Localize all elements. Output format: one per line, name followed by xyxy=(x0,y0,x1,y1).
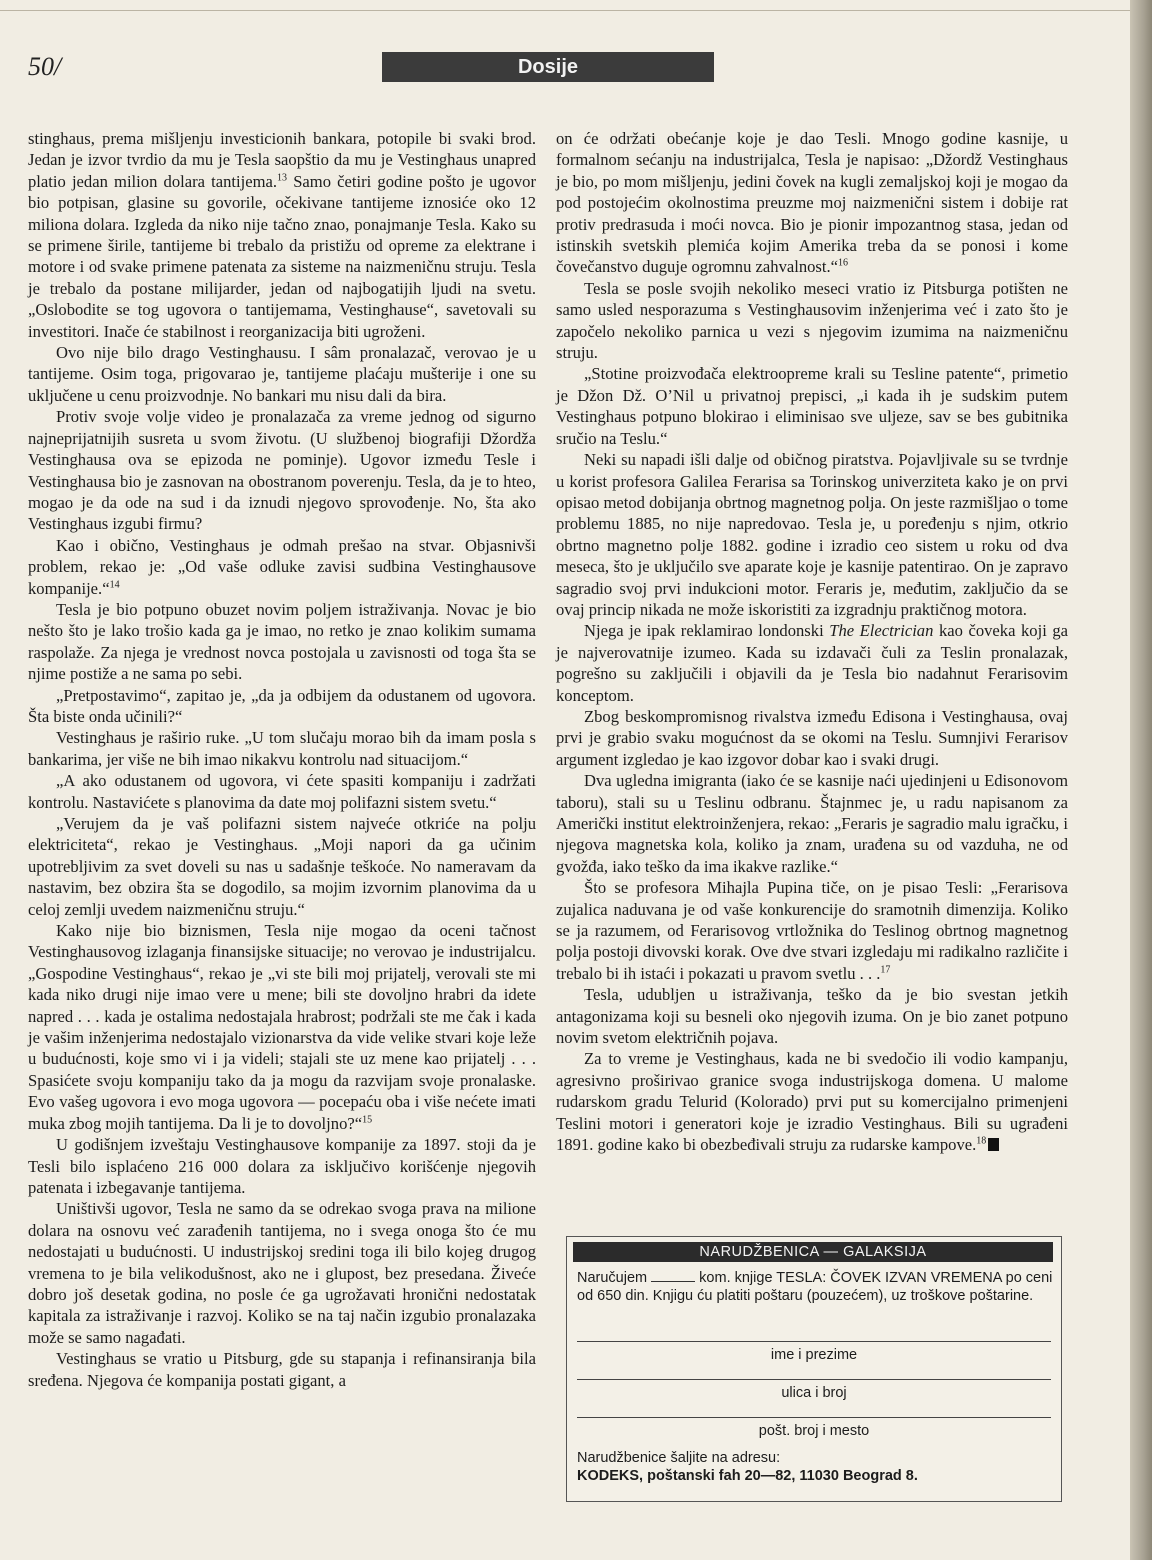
paragraph: Tesla, udubljen u istraživanja, teško da je bio svestan jetkih antagonizama koji su besneli oko njegovih izuma. On je bio zanet potpuno novim svetom električnih pojava. xyxy=(556,985,1068,1048)
paragraph: „A ako odustanem od ugovora, vi ćete spasiti kompaniju i zadržati kontrolu. Nastavićete s planovima da date moj polifazni sistem svetu.“ xyxy=(28,771,536,812)
order-form-title: NARUDŽBENICA — GALAKSIJA xyxy=(573,1242,1053,1262)
paragraph: U godišnjem izveštaju Vestinghausove kompanije za 1897. stoji da je Tesli bilo isplaćeno 216 000 dolara za isključivo korišćenje njegovih patenata i izbegavanje tantijema. xyxy=(28,1135,536,1197)
paragraph: Tesla se posle svojih nekoliko meseci vratio iz Pitsburga potišten ne samo usled nesporazuma s Vestinghausovim inženjerima već i zato što je započelo nekoliko parnica u vezi s njegovim izumima na naizmeničnu struju. xyxy=(556,278,1068,363)
paragraph: Vestinghaus je raširio ruke. „U tom slučaju morao bih da imam posla s bankarima, jer više ne bih imao nikakvu kontrolu nad situacijom.“ xyxy=(28,728,536,769)
paragraph: Ovo nije bilo drago Vestinghausu. I sâm pronalazač, verovao je u tantijeme. Osim toga, prigovarao je, tantijeme plaćaju mušterije i one su uključene u cenu proizvodnje. No bankari mu nisu dali da bira. xyxy=(28,343,536,405)
footnote-ref: 14 xyxy=(109,579,120,590)
left-column xyxy=(28,128,536,1391)
paragraph: Uništivši ugovor, Tesla ne samo da se odrekao svoga prava na milione dolara na osnovu već zarađenih tantijema, no i svega onoga što će mu nedostajati u budućnosti. U industrijskoj sredini toga ili bilo kojeg drugog vremena to je bila velikodušnost, ako ne i glupost, bez presedana. Živeće dobro još desetak godina, no posle će ga ugrožavati hronični nedostatak kapitala za istraživanje i razvoj. Koliko se na taj način izgubio pronalazaka može se samo nagađati. xyxy=(28,1199,536,1347)
top-rule xyxy=(0,10,1130,11)
paragraph: on će održati obećanje koje je dao Tesli. Mnogo godine kasnije, u formalnom sećanju na industrijalca, Tesla je napisao: „Džordž Vestinghaus je bio, po mom mišljenju, jedini čovek na kugli zemaljskoj koji je mogao da pod postojećim okolnostima preuzme moj naizmenični sistem i dobije rat protiv predrasuda i moći novca. Bio je pionir impozantnog stasa, jedan od istinskih svetskih plemića kojim Amerika treba da se ponosi i kome čovečanstvo duguje ogromnu zahvalnost.“$^{16}$ xyxy=(556,129,1068,277)
paragraph: Kako nije bio biznismen, Tesla nije mogao da oceni tačnost Vestinghausovog izlaganja finansijske situacije; no verovao je industrijalcu. „Gospodine Vestinghaus“, rekao je „vi ste bili moj prijatelj, verovali ste mi kada niko drugi nije imao vere u mene; bili ste dovoljno hrabri da idete napred . . . kada je ostalima nedostajala hrabrost; podržali ste me čak i kada je vašim inženjerima nedostajalo vizionarstva da vide velike stvari koje leže u budućnosti, koje smo vi i ja videli; stajali ste uz mene kao prijatelj . . . Spasićete svoju kompaniju tako da ja mogu da razvijam svoje pronalaske. Evo vašeg ugovora i evo moga ugovora — pocepaću oba i više nećete imati muka zbog mojih tantijema. Da li je to dovoljno?“$^{15}$ xyxy=(28,921,536,1133)
right-column xyxy=(556,128,1068,1156)
end-of-article-mark xyxy=(988,1138,999,1151)
paragraph: Neki su napadi išli dalje od običnog piratstva. Pojavljivale su se tvrdnje u korist profesora Galilea Ferarisa sa Torinskog univerziteta kako je on prvi opisao metod dobijanja obrtnog magnetnog polja. On jeste razmišljao o tome problemu 1885, no nije napredovao. Tesla je, u poređenju s njim, otkrio obrtno magnetno polje 1882. godine i izradio ceo sistem u roku od dva meseca, što je uključilo sve aparate koje je kasnije patentirao. On je zapravo sagradio svoj prvi indukcioni motor. Feraris je, međutim, zaključio da se ovaj princip nikada ne može iskoristiti za izgradnju praktičnog motora. xyxy=(556,450,1068,619)
paragraph: stinghaus, prema mišljenju investicionih bankara, potopile bi svaki brod. Jedan je izvor tvrdio da mu je Tesla saopštio da mu je Vestinghaus unapred platio jedan milion dolara tantijema.$^{13}$ Samo četiri godine pošto je ugovor bio potpisan, glasine su govorile, očekivane tantijeme iznosiće oko 12 miliona dolara. Izgleda da niko nije tačno znao, ponajmanje Tesla. Kako su se primene širile, tantijeme bi trebalo da pristižu od opreme za elektrane i motore i od svake primene patenata za sisteme na naizmeničnu struju. Tesla je trebalo da postane milijarder, jedan od najbogatijih ljudi na svetu. „Oslobodite se tog ugovora o tantijemama, Vestinghause“, savetovali su investitori. Inače će stabilnost i reorganizacija biti ugroženi. xyxy=(28,129,536,341)
paragraph: Protiv svoje volje video je pronalazača za vreme jednog od sigurno najneprijatnijih susreta u svom životu. (U službenoj biografiji Džordža Vestinghausa ova se epizoda ne pominje). Ugovor između Tesle i Vestinghausa bio je zasnovan na obostranom poverenju. Tesla, da je to hteo, mogao je da ode na sud i da iznudi njegovo sprovođenje. No, šta ako Vestinghaus izgubi firmu? xyxy=(28,407,536,534)
order-footer xyxy=(577,1449,1053,1485)
order-form-text xyxy=(577,1269,1053,1305)
italic-title: The Electrician xyxy=(829,621,934,641)
section-title: Dosije xyxy=(382,52,714,82)
order-form xyxy=(566,1236,1062,1502)
page-number: 50/ xyxy=(28,52,62,81)
paragraph: Njega je ipak reklamirao londonski The Electrician kao čoveka koji ga je najverovatnije izumeo. Kada su izdavači čuli za Teslin pronalazak, pogrešno su zaključili i objavili da je Tesla bio nadahnut Ferarisovim konceptom. xyxy=(556,621,1069,705)
paragraph: Za to vreme je Vestinghaus, kada ne bi svedočio ili vodio kampanju, agresivno proširivao granice svoga industrijskoga domena. U malome rudarskom gradu Telurid (Kolorado) prvi put su komercijalno primenjeni Teslini motori i generatori koje je izradio Vestinghaus. Bili su ugrađeni 1891. godine kako bi obezbeđivali struju za rudarske kampove.$^{18}$ xyxy=(556,1049,1068,1155)
paragraph: Dva ugledna imigranta (iako će se kasnije naći ujedinjeni u Edisonovom taboru), stali su u Teslinu odbranu. Štajnmec je, u radu napisanom za Američki institut elektroinženjera, rekao: „Feraris je sagradio malu igračku, i njegova magnetska kola, koliko ja znam, urađena su od vazduha, ne od gvožđa, iako teško da ima ikakve razlike.“ xyxy=(556,771,1068,876)
paragraph: „Stotine proizvođača elektroopreme krali su Tesline patente“, primetio je Džon Dž. O’Nil u privatnoj prepisci, „i kada ih je sudskim putem Vestinghaus potpuno blokirao i eliminisao sve uljeze, sav se bes gubitnika sručio na Teslu.“ xyxy=(556,364,1068,448)
quantity-blank[interactable] xyxy=(651,1269,695,1282)
send-label: Narudžbenice šaljite na adresu: xyxy=(577,1450,781,1466)
paragraph: „Pretpostavimo“, zapitao je, „da ja odbijem da odustanem od ugovora. Šta biste onda učinili?“ xyxy=(28,685,536,726)
street-field[interactable]: ulica i broj xyxy=(577,1379,1051,1402)
name-field[interactable]: ime i prezime xyxy=(577,1341,1051,1364)
footnote-ref: 18 xyxy=(976,1135,987,1147)
paragraph: Što se profesora Mihajla Pupina tiče, on je pisao Tesli: „Ferarisova zujalica naduvana je od vaše konkurencije do sramotnih dimenzija. Koliko se ja razumem, od Ferarisovog vrtložnika do Teslinog obrtnog magnetnog polja postoji divovski korak. Ove dve stvari izgledaju mi radikalno različite i trebalo bi ih istaći i pokazati u pravom svetlu . . .$^{17}$ xyxy=(556,878,1068,983)
paragraph: Kao i obično, Vestinghaus je odmah prešao na stvar. Objasnivši problem, rekao je: „Od vaše odluke zavisi sudbina Vestinghausove kompanije.“$^{14}$ xyxy=(28,535,536,598)
send-address: KODEKS, poštanski fah 20—82, 11030 Beograd 8. xyxy=(577,1468,918,1484)
footnote-ref: 16 xyxy=(838,257,849,269)
paragraph: Zbog beskompromisnog rivalstva između Edisona i Vestinghausa, ovaj prvi je grabio svaku mogućnost da se okomi na Teslu. Sumnjivi Ferarisov argument izgledao je kao izgovor dobar kao i svaki drugi. xyxy=(556,706,1068,769)
order-line-b: kom. knjige TESLA: ČOVEK IZVAN VREMENA po ceni od 650 din. Knjigu ću platiti poštaru (pouzećem), uz troškove poštarine. xyxy=(577,1270,1053,1304)
city-field[interactable]: pošt. broj i mesto xyxy=(577,1417,1051,1440)
footnote-ref: 15 xyxy=(362,1114,373,1126)
paragraph: Vestinghaus se vratio u Pitsburg, gde su stapanja i refinansiranja bila sređena. Njegova će kompanija postati gigant, a xyxy=(28,1349,536,1390)
page-binding-edge xyxy=(1130,0,1152,1560)
paragraph: Tesla je bio potpuno obuzet novim poljem istraživanja. Novac je bio nešto što je lako trošio kada ga je imao, no retko je znao kolikim sumama raspolaže. Za njega je vrednost novca postojala u zavisnosti od toga šta se njime postiže a ne sama po sebi. xyxy=(28,599,536,684)
paragraph: „Verujem da je vaš polifazni sistem najveće otkriće na polju elektriciteta“, rekao je Vestinghaus. „Moji napori da ga učinim upotrebljivim za svet doveli su nas u sadašnje teškoće. No nameravam da nastavim, bez obzira šta se dogodilo, sa mojim izvornim planovima da u celoj zemlji uvedem naizmeničnu struju.“ xyxy=(28,814,536,919)
order-line-a: Naručujem xyxy=(577,1270,648,1286)
footnote-ref: 17 xyxy=(880,964,891,976)
footnote-ref: 13 xyxy=(277,172,288,184)
